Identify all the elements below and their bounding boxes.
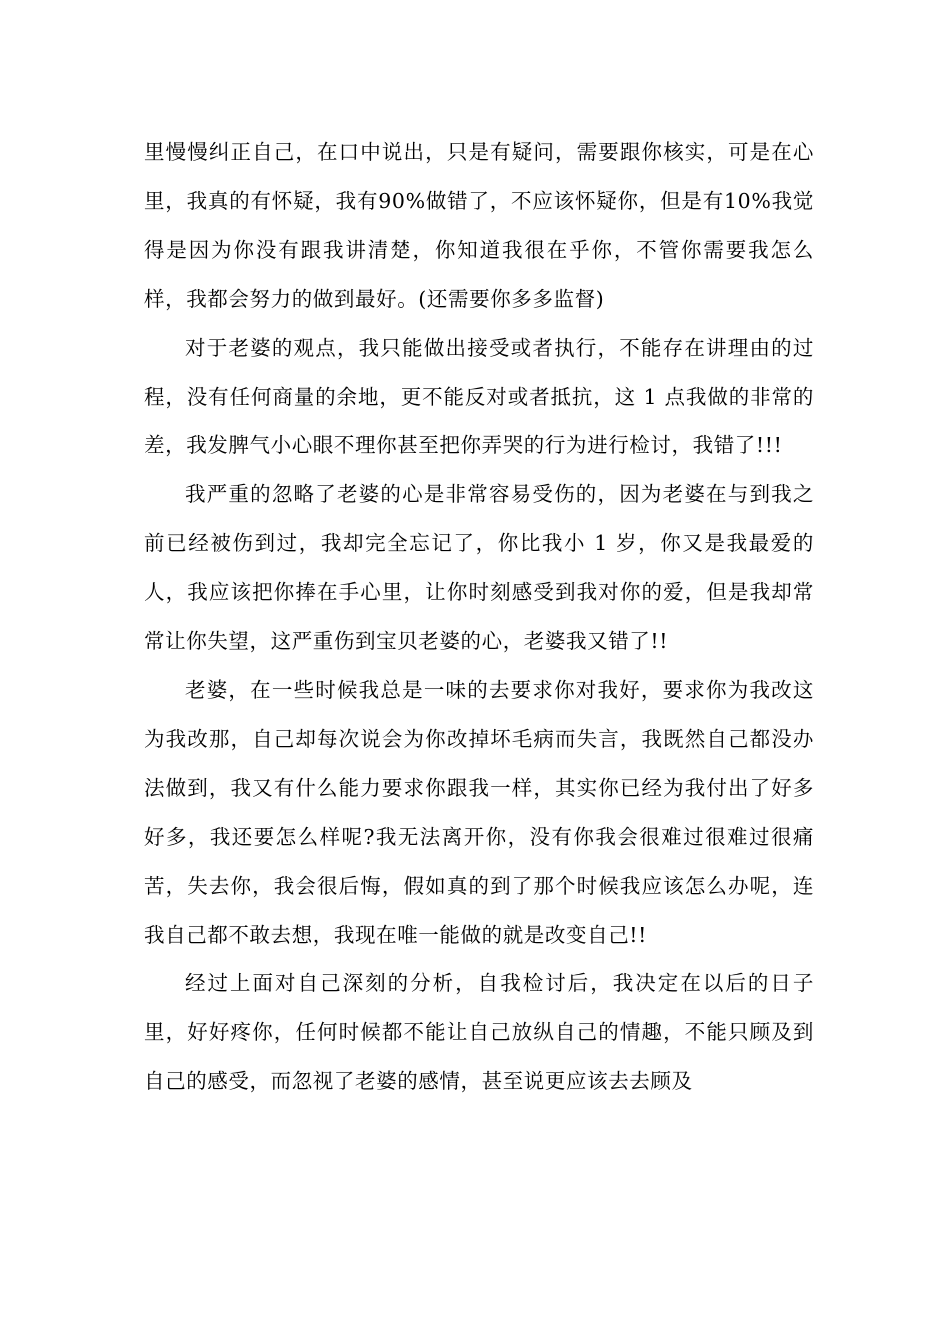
paragraph-1: 里慢慢纠正自己，在口中说出，只是有疑问，需要跟你核实，可是在心里，我真的有怀疑，我有90%做错了，不应该怀疑你，但是有10%我觉得是因为你没有跟我讲清楚，你知道我很在乎你，不管你需要我怎么样，我都会努力的做到最好。(还需要你多多监督) [144,140,814,311]
document-body [144,128,814,1106]
paragraph-5: 经过上面对自己深刻的分析，自我检讨后，我决定在以后的日子里，好好疼你，任何时候都不能让自己放纵自己的情趣，不能只顾及到自己的感受，而忽视了老婆的感情，甚至说更应该去去顾及 [144,971,814,1094]
paragraph-4: 老婆，在一些时候我总是一味的去要求你对我好，要求你为我改这为我改那，自己却每次说会为你改掉坏毛病而失言，我既然自己都没办法做到，我又有什么能力要求你跟我一样，其实你已经为我付出了好多好多，我还要怎么样呢?我无法离开你，没有你我会很难过很难过很痛苦，失去你，我会很后悔，假如真的到了那个时候我应该怎么办呢，连我自己都不敢去想，我现在唯一能做的就是改变自己!! [144,677,814,947]
paragraph-2: 对于老婆的观点，我只能做出接受或者执行，不能存在讲理由的过程，没有任何商量的余地，更不能反对或者抵抗，这 1 点我做的非常的差，我发脾气小心眼不理你甚至把你弄哭的行为进行检讨，我错了!!! [144,335,814,458]
paragraph-3: 我严重的忽略了老婆的心是非常容易受伤的，因为老婆在与到我之前已经被伤到过，我却完全忘记了，你比我小 1 岁，你又是我最爱的人，我应该把你捧在手心里，让你时刻感受到我对你的爱，但是我却常常让你失望，这严重伤到宝贝老婆的心，老婆我又错了!! [144,482,814,654]
